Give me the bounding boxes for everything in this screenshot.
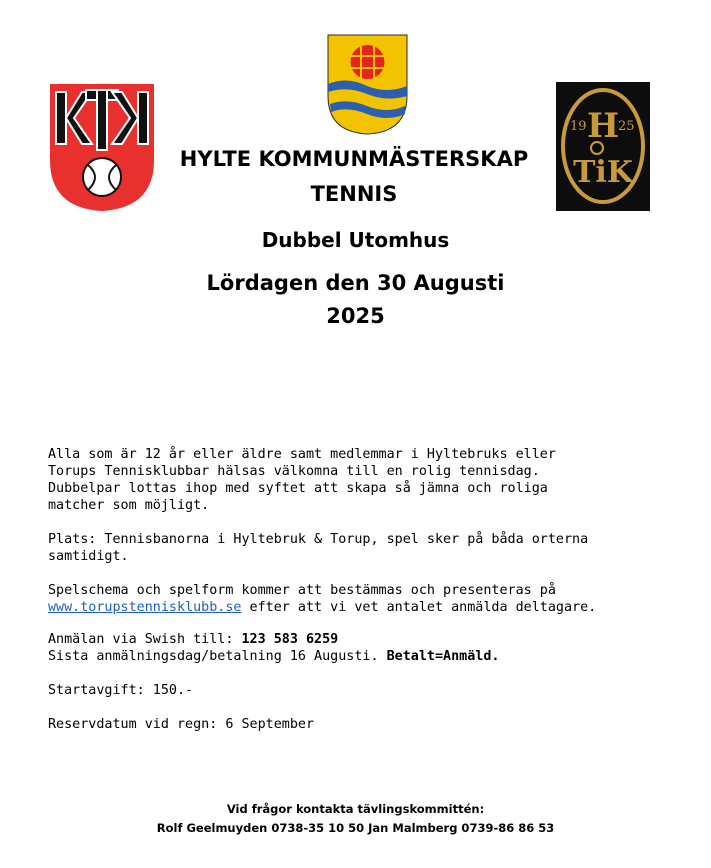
event-date: Lördagen den 30 Augusti	[206, 271, 505, 295]
footer-contacts: Rolf Geelmuyden 0738-35 10 50 Jan Malmberg 0739-86 86 53	[156, 821, 555, 835]
subtitle: Dubbel Utomhus	[261, 228, 450, 252]
svg-text:19: 19	[570, 119, 587, 134]
title-line-1: HYLTE KOMMUNMÄSTERSKAP	[179, 147, 529, 171]
intro-paragraph: Alla som är 12 år eller äldre samt medlemmar i Hyltebruks eller Torups Tennisklubbar hälsas välkomna till en rolig tennisdag. Dubbelpar lottas ihop med syftet att skapa så jämna och roliga matcher som möjligt.	[48, 447, 556, 513]
place-paragraph: Plats: Tennisbanorna i Hyltebruk & Torup, spel sker på båda orterna samtidigt.	[48, 532, 589, 564]
registration-prefix: Anmälan via Swish till:	[48, 632, 242, 647]
footer-contact-heading: Vid frågor kontakta tävlingskommittén:	[226, 802, 485, 816]
svg-text:TiK: TiK	[573, 155, 633, 190]
hylte-coat-of-arms	[327, 34, 408, 135]
reserve-date-paragraph: Reservdatum vid regn: 6 September	[48, 717, 315, 732]
fee-paragraph: Startavgift: 150.-	[48, 683, 194, 698]
club-website-link[interactable]: www.torupstennisklubb.se	[48, 600, 242, 615]
swish-number: 123 583 6259	[241, 632, 339, 647]
deadline-prefix: Sista anmälningsdag/betalning 16 Augusti.	[48, 649, 387, 664]
title-line-2: TENNIS	[310, 182, 398, 206]
registration-paragraph	[48, 631, 678, 665]
schedule-text-line2: efter att vi vet antalet anmälda deltagare.	[241, 600, 597, 615]
schedule-paragraph	[48, 582, 678, 616]
svg-text:25: 25	[618, 119, 635, 134]
event-year: 2025	[326, 304, 385, 328]
deadline-bold: Betalt=Anmäld.	[386, 649, 500, 664]
htk-club-logo	[556, 82, 650, 211]
schedule-text-line1: Spelschema och spelform kommer att bestämmas och presenteras på	[48, 583, 556, 598]
svg-text:H: H	[586, 106, 620, 146]
ktk-club-logo	[48, 82, 156, 213]
